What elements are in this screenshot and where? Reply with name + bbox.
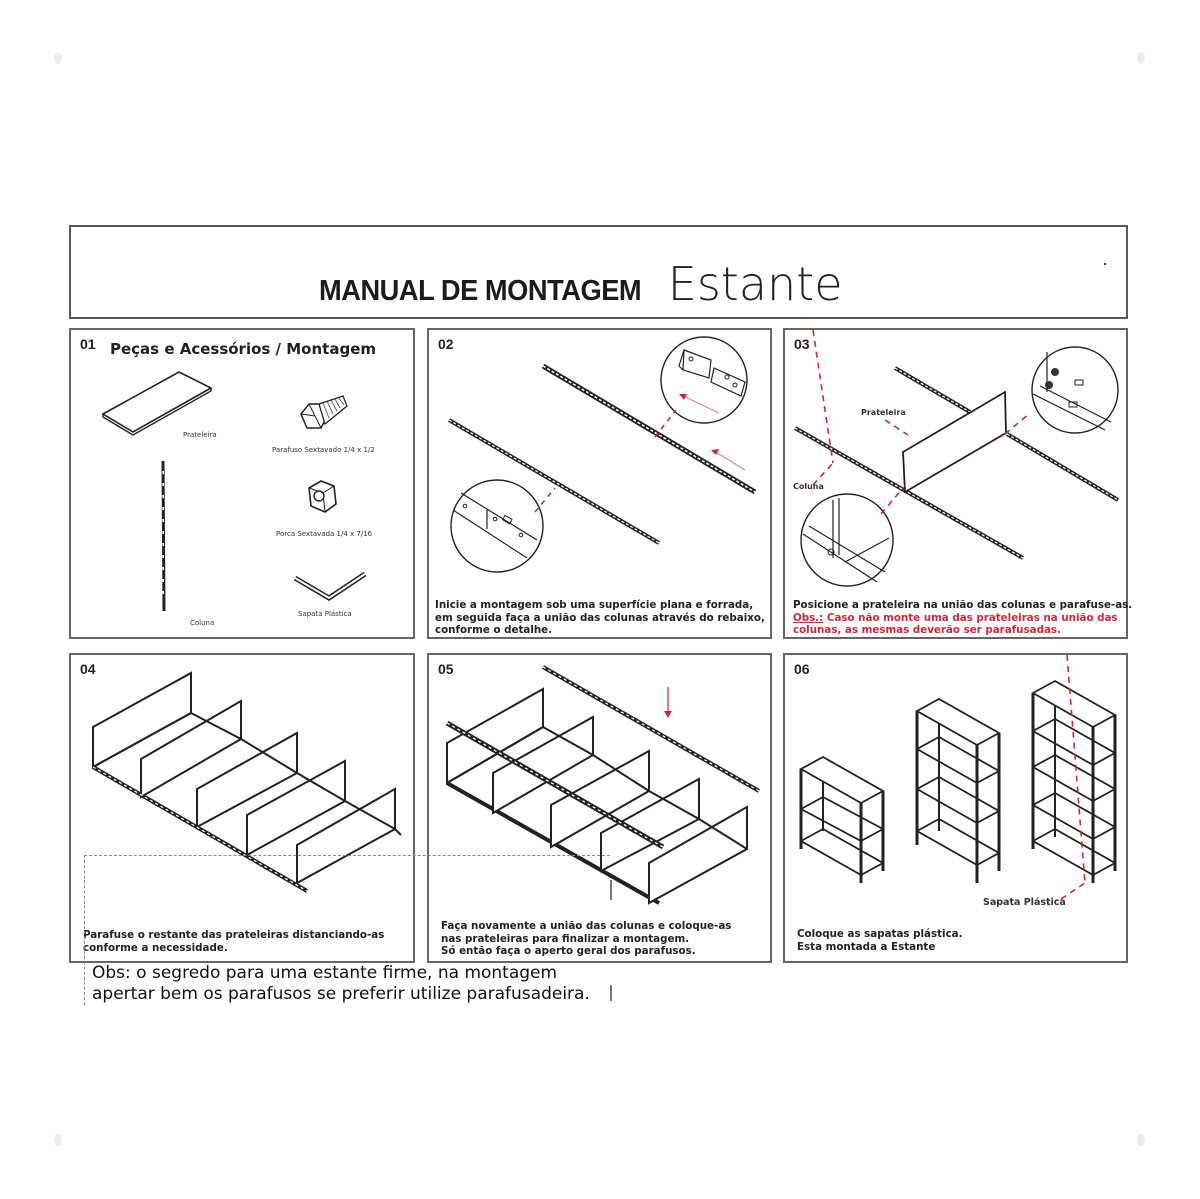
column-icon xyxy=(160,461,168,613)
divider-tick xyxy=(610,880,612,900)
obs-line: colunas, as mesmas deverão ser parafusadas. xyxy=(793,624,1061,636)
label-plastic-foot: Sapata Plástica xyxy=(983,897,1066,908)
step-number: 01 xyxy=(80,336,96,352)
note-line: apertar bem os parafusos se preferir utilize parafusadeira. xyxy=(92,984,590,1004)
label-shelf: Prateleira xyxy=(861,408,906,417)
title-bold: MANUAL DE MONTAGEM xyxy=(319,275,642,307)
part-label-column: Coluna xyxy=(190,619,215,627)
obs-label: Obs.: xyxy=(793,611,824,624)
shelf-panel-icon xyxy=(101,370,221,440)
manual-header xyxy=(69,225,1128,319)
corner-dot xyxy=(1137,1134,1145,1146)
assembled-shelves-illustration xyxy=(785,655,1130,895)
obs-warning xyxy=(793,612,1132,625)
caption-line: Só então faça o aperto geral dos parafusos. xyxy=(441,945,696,957)
caption-line: nas prateleiras para finalizar a montagem. xyxy=(441,932,690,945)
step-number: 04 xyxy=(80,661,96,677)
caption-line: Esta montada a Estante xyxy=(797,940,936,953)
step-caption xyxy=(797,928,963,953)
caption-line: Parafuse o restante das prateleiras distanciando-as xyxy=(83,929,385,941)
title-light: Estante xyxy=(667,257,843,311)
step-caption xyxy=(793,599,1132,637)
caption-line: em seguida faça a união das colunas através do rebaixo, xyxy=(435,611,765,624)
step-caption xyxy=(435,599,765,637)
corner-dot xyxy=(1137,52,1145,64)
hex-bolt-icon xyxy=(297,394,357,444)
step-title: Peças e Acessórios / Montagem xyxy=(110,340,377,358)
label-column: Coluna xyxy=(793,482,824,491)
caption-line: conforme o detalhe. xyxy=(435,624,553,636)
page-title xyxy=(319,257,843,311)
plastic-foot-icon xyxy=(293,572,368,604)
part-label-bolt: Parafuso Sextavado 1/4 x 1/2 xyxy=(272,446,375,454)
step-panel-01 xyxy=(69,328,415,639)
assembly-tip-note xyxy=(92,963,590,1005)
step-panel-03 xyxy=(783,328,1133,639)
step-panel-02 xyxy=(427,328,772,639)
caption-line: Posicione a prateleira na união das colunas e parafuse-as. xyxy=(793,599,1133,611)
part-label-nut: Porca Sextavada 1/4 x 7/16 xyxy=(276,530,373,538)
caption-line: conforme a necessidade. xyxy=(83,941,228,954)
step-number: 06 xyxy=(794,661,810,677)
step-number: 05 xyxy=(438,661,454,677)
step-number: 03 xyxy=(794,336,810,352)
part-label-foot: Sapata Plástica xyxy=(298,610,352,618)
divider-tick xyxy=(610,985,612,1001)
hex-nut-icon xyxy=(303,478,343,518)
step-number: 02 xyxy=(438,336,454,352)
column-join-illustration xyxy=(429,330,774,590)
corner-dot xyxy=(54,52,62,64)
note-line: Obs: o segredo para uma estante firme, na montagem xyxy=(92,963,558,983)
caption-line: Coloque as sapatas plástica. xyxy=(797,928,963,940)
step-panel-06 xyxy=(783,653,1128,963)
corner-dot xyxy=(54,1134,62,1146)
part-label-shelf: Prateleira xyxy=(183,431,217,439)
obs-line: Caso não monte uma das prateleiras na união das xyxy=(823,611,1118,624)
caption-line: Inicie a montagem sob uma superfície plana e forrada, xyxy=(435,599,754,611)
shelf-position-illustration xyxy=(785,330,1130,595)
speck xyxy=(1104,263,1106,265)
caption-line: Faça novamente a união das colunas e coloque-as xyxy=(441,920,732,932)
